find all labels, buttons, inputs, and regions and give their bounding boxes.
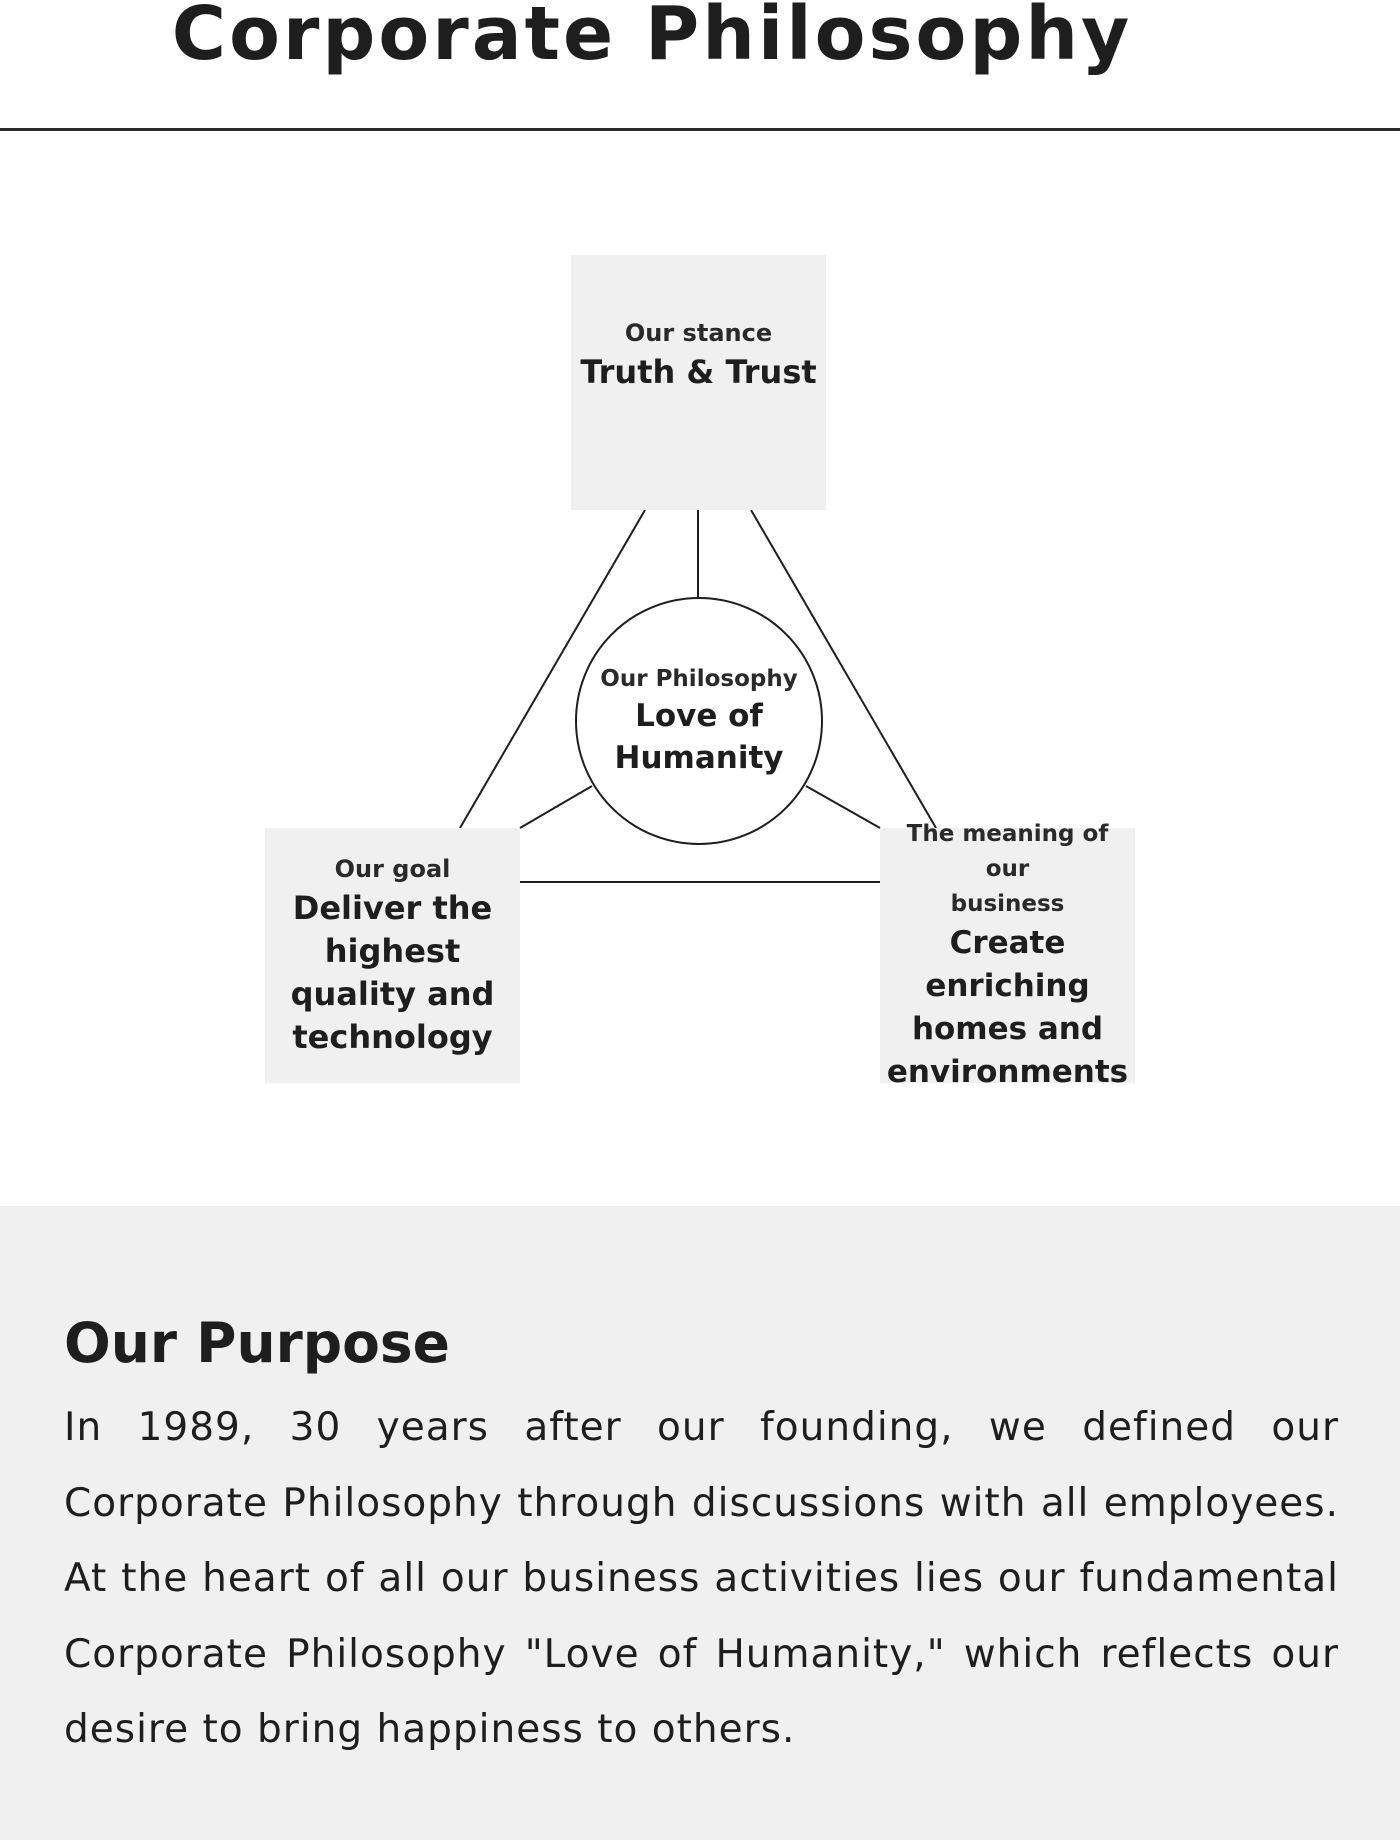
philosophy-circle	[575, 597, 823, 845]
business-meaning-value-line2: homes and	[911, 1011, 1104, 1047]
connector-center-right	[806, 786, 880, 828]
stance-value: Truth & Trust	[580, 352, 817, 391]
goal-value-line4: technology	[292, 1018, 493, 1056]
goal-box	[265, 828, 520, 1083]
philosophy-value-line2: Humanity	[614, 740, 784, 776]
business-meaning-value-line1: Create enriching	[925, 925, 1090, 1004]
business-meaning-box	[880, 821, 1135, 1090]
page-header	[0, 0, 1400, 131]
philosophy-label: Our Philosophy	[600, 666, 798, 692]
purpose-text: In 1989, 30 years after our founding, we defined our Corporate Philosophy through discussions with all employees. At the heart of all our business activities lies our fundamental Corporate Philosophy "Love of Humanity," which reflects our desire to bring happiness to others.	[64, 1405, 1339, 1752]
goal-value-line2: highest	[324, 932, 461, 970]
connector-center-left	[520, 786, 592, 828]
goal-label: Our goal	[334, 855, 451, 883]
goal-value-line3: quality and	[290, 975, 495, 1013]
stance-label: Our stance	[624, 318, 773, 347]
philosophy-diagram	[0, 131, 1400, 1206]
purpose-title: Our Purpose	[64, 1311, 450, 1375]
business-meaning-label-line2: business	[950, 891, 1065, 917]
business-meaning-value-line3: environments	[886, 1054, 1129, 1090]
philosophy-value-line1: Love of	[635, 698, 763, 734]
goal-value-line1: Deliver the	[292, 889, 493, 927]
stance-box	[571, 255, 826, 510]
purpose-section	[0, 1206, 1400, 1840]
business-meaning-label-line1: The meaning of our	[906, 821, 1109, 882]
page-title: Corporate Philosophy	[171, 0, 1133, 77]
